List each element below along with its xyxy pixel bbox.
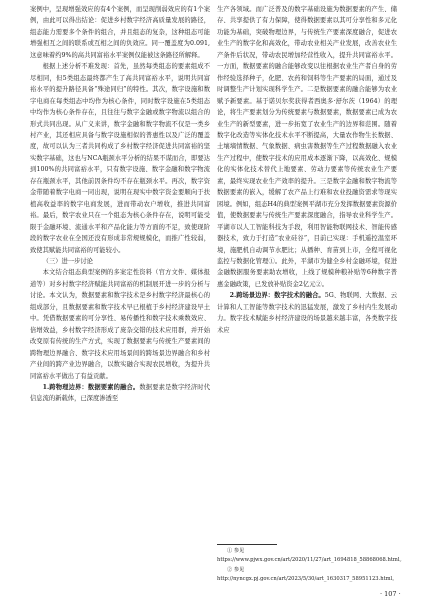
paragraph-text: 5G、物联网、大数据、云计算和人工智能等数字技术的迅猛发展，激发了乡村内生发展动力。数字技术赋能乡村经济建设的场景越来越丰富，各类数字技术应 [217, 292, 397, 334]
section-heading: （三）进一步讨论 [42, 257, 93, 265]
paragraph: 生产各领域。而广泛普及的数字基础设施为数据要素的产生、储存、共享提供了有力保障，使得数据要素以其可分享性和多元化功能为基础，突破物理边界，与传统生产要素深度融合，促进农业生产的数字化和高效化，带动农业相关产业发展，改善农业生产条件后状况，带动农民增加经营性收入，提升共同富裕水平。一方面，数据要素的融合能够改变以往根据农业生产者自身的劳作经验选择种子，化肥、农药和饲料等生产要素的局面，通过及时调整生产计划实现科学生产。二是数据要素的融合能够为农业赋予新要素。基于诺贝尔奖获得者西奥多·舒尔茨（1964）的理论，将生产要素划分为传统要素与数据要素，数据要素已成为农业生产的新型要素，进一步拓宽了农业生产的边界和范围。随着数字化改造等实体化技术水平不断提高，大量农作物生长数据、土壤墒情数据、气象数据、病虫害数据等生产过程数据融入农业生产过程中，使数字技术的应用成本逐渐下降，以高效化、规模化的实体化技术替代上地要素、劳动力要素等传统农业生产要素，最终实现农业生产效率的提升。三是数字金融和数字物流等数据要素的嵌入，缓解了农产品上行难和农业投融资需求等现实困境。例如，组态H4的典型案例平湖市充分发挥数据要素资源价值，使数据要素与传统生产要素深度融合，指导农业科学生产。平湖市以人工智能科技为手段，利用智能物联网技术、智能传感器技术，致力于打造“农业硅谷”，目前已实现：手机遥控温室环境，施肥机自动调节水肥比；从播种、育苗到上市，全程可视化监控与数据化管理①。此外，平湖市为健全乡村金融环境，促进金融数据服务要素助农增收，上线了规模种粮补贴等6种数字普惠金融政策，已发放补贴资金2亿元②。 [217, 6, 397, 288]
right-column [217, 4, 397, 336]
paragraph-text: 数据要素是数字经济时代信息流的新载体，已深度渗透至 [30, 383, 211, 403]
page-number: · 107 · [380, 590, 401, 598]
paragraph [30, 382, 210, 405]
footnotes [217, 547, 405, 584]
paragraph: 案例中，呈现增强效应的有4个案例，而呈现削弱效应的有1个案例，由此可以得出结论：促进乡村数字经济高质量发展的路径，组态能力需要多个条件的组合，并且组态的复杂，这种组态可能增强相互之间的联系或互相之间的负效应。同一覆盖度为0.091,这意味着约9%的高共同富裕水平案例仅能被这条路径所解释。 [30, 6, 210, 59]
paragraph: 根据上述分析不难发现：首先，虽然每类组态的要素组成不尽相同，但5类组态最终都产生了高共同富裕水平，说明共同富裕水平的提升路径具备“殊途同归”的特性。其次，数字设施和数字电商在每类组态中均作为核心条件，同时数字设施在5类组态中均作为核心条件存在，且往往与数字金融或数字物流以组合的形式共同出现。从广义来讲，数字金融和数字物流不仅是一类乡村产业，其还相应具备与数字设施相似的普惠性以及广泛的覆盖度，故可以认为三者共同构成了乡村数字经济促进共同富裕的坚实数字基础，这也与NCA瓶颈水平分析的结果不谋而合，即要达到100%的共同富裕水平，只有数字设施、数字金融和数字物流存在瓶颈水平，其他前因条件均不存在瓶颈水平。再次，数字资金带随着数字电商一同出现，说明在现实中数字资金要顺向于扶植高收益率的数字电商发展，进而带动农户增收，推进共同富裕。最后，数字农业只在一个组态为核心条件存在，说明可能受限于金融环境、流通水平和产品化能力等方面的不足，致使现阶段的数字农业在全国还没有形成非常规规模化，而推广性较弱，致使其赋能共同富裕的可能较小。 [30, 63, 210, 254]
left-column [30, 4, 210, 405]
footnote-1: ① 参见 https://www.pjwx.gov.cn/art/2020/11/27/art_1694818_58868068.html。 [217, 548, 405, 564]
paragraph: 本文结合组态典型案例的多案定性资料（官方文件、媒体报道等）对乡村数字经济赋能共同富裕的机制展开进一步的分析与讨论。本文认为，数据要素和数字技术是乡村数字经济最核心的组成部分，且数据要素和数字技术早已根植于乡村经济建设早土中。凭借数据要素的可分享性、易传播性和数字技术乘数效应、倍增效益，乡村数字经济形成了庞杂交错的技术应用群，并开始改变原有传统的生产方式，实现了数据要素与传统生产要素间的跨物理边界融合、数字技术应用场景间的跨场景边界融合和乡村产业间的跨产业边界融合，以数实融合实现农民增收，为提升共同富裕水平做出了有益贡献。 [30, 269, 210, 380]
subsection-label: 1.跨物理边界：数据要素的融合。 [42, 383, 140, 391]
footnote-divider [217, 544, 277, 545]
footnote-2: ② 参见 http://nyncgx.pj.gov.cn/art/2023/5/30/art_1630317_58951123.html。 [217, 566, 398, 582]
paragraph [217, 290, 397, 336]
subsection-label: 2.跨场景边界：数字技术的融合。 [229, 292, 325, 300]
